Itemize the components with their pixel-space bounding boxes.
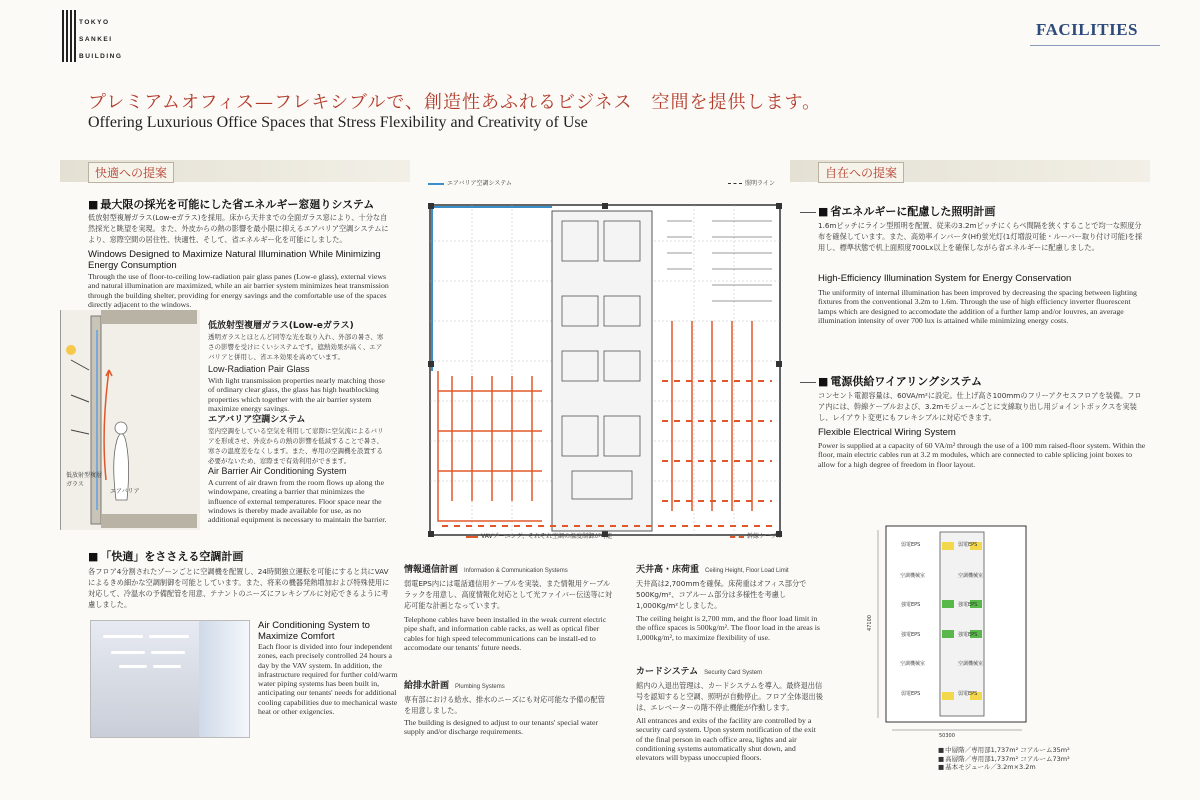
photo-light — [103, 635, 143, 638]
window-body-jp: 低放射型複層ガラス(Low-eガラス)を採用。床から天井までの全面ガラス窓により、十分な自然採光と眺望を実現。また、外皮からの熱の影響を最小限に抑えるエアバリア空調システムにより、窓際空間の居住性、快適性、そして、省エネルギー化を可能にしました。 — [88, 213, 389, 244]
photo-light — [119, 665, 147, 668]
logo-text — [79, 14, 122, 65]
plumbing-heading-en: Plumbing Systems — [455, 684, 505, 690]
logo-line-1: TOKYO — [79, 19, 110, 26]
comfort-body-en: Each floor is divided into four independent zones, each precisely controlled 24 hours a day by the VAV system. In addition, the infrastructure required for further cold/warm water piping systems has been built in, anticipating our tenants' needs for additional cooling capabilities due to mechanical waste heat or other exigencies. — [258, 642, 398, 717]
airbarrier-heading: エアバリア空調システム — [208, 415, 306, 425]
legend-airbarrier — [428, 178, 512, 187]
airbarrier-body-jp: 室内空調をしている空気を利用して窓際に空気流によるバリアを形成させ、外皮からの熱の影響を低減することで暑さ、寒さの温度差をなくします。また、専用の空調機を設置する必要がないため、窓際まで有効利用ができます。 — [208, 427, 384, 465]
wiring-heading: ■ 電源供給ワイアリングシステム — [818, 373, 982, 389]
callout-line — [800, 382, 816, 383]
legend-lighting — [728, 178, 775, 187]
mini-eps-strong-3: 強電EPS — [901, 632, 921, 638]
mini-eps-weak-3: 弱電EPS — [901, 691, 921, 697]
mini-ac-room-1: 空調機械室 — [900, 573, 926, 579]
lighting-body-jp: 1.6mピッチにライン型照明を配置、従来の3.2mピッチにくらべ間隔を狭くすることで均一な照度分布を確保しています。また、高効率インバータ(Hf)蛍光灯(1灯増設可能・ルーバー取り付け可能)を採用し、標準状態で机上面照度700Lx以上を確保しながら省エネルギーに配慮しました。 — [818, 221, 1143, 252]
comfort-body-jp: 各フロア4分割されたゾーンごとに空調機を配置し、24時間独立運転を可能にすると共にVAVによるきめ細かな空調制御を可能としています。また、将来の機器発熱増加および特殊使用に対応して、冷温水の予備配管を用意、テナントのニーズにフレキシブルに対応できるように考慮しました。 — [88, 567, 390, 609]
logo-line-2: SANKEI — [79, 36, 113, 43]
mini-eps-weak-2: 弱電EPS — [958, 542, 978, 548]
ceiling-body-en: The ceiling height is 2,700 mm, and the floor load limit in the office spaces is 500kg/m². The floor load in the areas is 1,000kg/m², to maximize flexibility of use. — [636, 614, 820, 642]
facade-label-glass: 低放射型複層ガラス — [66, 472, 103, 488]
glass-heading-en: Low-Radiation Pair Glass — [208, 364, 310, 374]
mini-note-module: ■ 基本モジュール／3.2m×3.2m — [938, 763, 1070, 772]
mini-floor-plan — [872, 520, 1032, 742]
glass-body-jp: 透明ガラスとほとんど同等な光を取り入れ、外部の暑さ、寒さの影響を受けにくいシステムです。遮熱効果が高く、エアバリアと併用し、省エネ効果を高めています。 — [208, 333, 384, 361]
plumbing-heading-jp: 給排水計画 — [404, 681, 450, 691]
mini-ac-room-4: 空調機械室 — [958, 661, 984, 667]
plumbing-body-en: The building is designed to adjust to our tenants' special water supply and/or discharge requirements. — [404, 718, 599, 737]
telecom-heading-jp: 情報通信計画 — [404, 565, 459, 575]
page-title-en: Offering Luxurious Office Spaces that Stress Flexibility and Creativity of Use — [88, 114, 588, 131]
window-heading: ■ 最大限の採光を可能にした省エネルギー窓廻りシステム — [88, 196, 374, 212]
telecom-heading — [404, 562, 568, 575]
card-heading — [636, 664, 762, 677]
facade-drawing — [61, 310, 201, 530]
wiring-heading-en: Flexible Electrical Wiring System — [818, 427, 956, 438]
mini-plan-notes — [938, 746, 1070, 772]
photo-window — [199, 621, 249, 738]
comfort-heading: ■ 「快適」をささえる空調計画 — [88, 548, 243, 564]
airbarrier-heading-en: Air Barrier Air Conditioning System — [208, 466, 347, 476]
mini-eps-weak-4: 弱電EPS — [958, 691, 978, 697]
mini-note-high: ■ 高層階／専用部1,737m² コアルーム73m² — [938, 755, 1070, 764]
mini-dim-height: 47100 — [866, 615, 873, 631]
comfort-heading-en: Air Conditioning System to Maximize Comfort — [258, 620, 370, 642]
wiring-body-en: Power is supplied at a capacity of 60 VA/m² through the use of a 100 mm raised-floor system. Within the floor, main electric cables run at 3.2 m modules, which are connected to cable splicing joint boxes to allow for a high degree of freedom in floor layout. — [818, 441, 1146, 469]
ceiling-heading-jp: 天井高・床荷重 — [636, 565, 700, 575]
legend-cable-text: 幹線ケーブル — [747, 533, 783, 540]
photo-light — [153, 665, 181, 668]
photo-light — [151, 651, 185, 654]
card-heading-jp: カードシステム — [636, 667, 699, 677]
wiring-body-jp: コンセント電源容量は、60VA/m²に設定。仕上げ高さ100mmのフリーアクセスフロアを装備。フロア内には、幹線ケーブルおよび、3.2mモジュールごとに支線取り出し用ジョイントボックスを実装し、レイアウト変更にもフレキシブルに対応できます。 — [818, 391, 1142, 422]
mini-dim-width: 50300 — [939, 733, 955, 739]
ceiling-heading — [636, 562, 789, 575]
logo-line-3: BUILDING — [79, 53, 123, 60]
section-label: FACILITIES — [1036, 20, 1138, 39]
photo-light — [111, 651, 145, 654]
lighting-heading-en: High-Efficiency Illumination System for Energy Conservation — [818, 273, 1072, 284]
card-body-en: All entrances and exits of the facility are controlled by a security card system. Upon system notification of the exit of the final person in each office area, lights and air conditioning systems automatically shut down, and elevators will bypass unoccupied floors. — [636, 716, 816, 763]
mini-ac-room-2: 空調機械室 — [958, 573, 984, 579]
tag-comfort: 快適への提案 — [88, 162, 174, 183]
mini-ac-room-3: 空調機械室 — [900, 661, 926, 667]
plumbing-heading — [404, 678, 505, 691]
legend-vav — [466, 531, 612, 540]
callout-line — [800, 212, 816, 213]
plumbing-body-jp: 専有部における給水、排水のニーズにも対応可能な予備の配管を用意しました。 — [404, 695, 605, 715]
facade-label-airbarrier: エアバリア — [110, 488, 140, 495]
card-heading-en: Security Card System — [704, 670, 763, 676]
logo — [62, 10, 130, 62]
page-title-jp: プレミアムオフィス—フレキシブルで、創造性あふれるビジネス 空間を提供します。 — [88, 92, 822, 113]
mini-eps-weak-1: 弱電EPS — [901, 542, 921, 548]
office-interior-photo — [90, 620, 250, 738]
mini-eps-strong-4: 強電EPS — [958, 632, 978, 638]
floor-plan — [412, 190, 797, 552]
ceiling-heading-en: Ceiling Height, Floor Load Limit — [705, 568, 789, 574]
telecom-heading-en: Information & Communication Systems — [464, 568, 568, 574]
window-heading-en: Windows Designed to Maximize Natural Illumination While Minimizing Energy Consumption — [88, 249, 381, 271]
mini-eps-strong-1: 強電EPS — [901, 602, 921, 608]
card-body-jp: 館内の入退出管理は、カードシステムを導入。最終退出信号を認知すると空調、照明が自動停止。フロア全体退出後は、エレベーターの階不停止機能が作動します。 — [636, 681, 823, 712]
legend-lighting-text: 照明ライン — [745, 180, 775, 187]
mini-note-mid: ■ 中層階／専用部1,737m² コアルーム35m² — [938, 746, 1070, 755]
header-rule — [1030, 45, 1160, 46]
window-body-en: Through the use of floor-to-ceiling low-radiation pair glass panes (Low-e glass), external views and natural illumination are maximized, while an air barrier system minimizes heat transmission through the building shelter, providing for energy savings and the comfortable use of the spaces directly adjacent to the windows. — [88, 272, 389, 309]
glass-heading: 低放射型複層ガラス(Low-eガラス) — [208, 321, 354, 331]
lighting-body-en: The uniformity of internal illumination has been improved by decreasing the spacing between lighting fixtures from the conventional 3.2m to 1.6m. Through the use of high efficiency inverter fluorescent lamps which are designed to accomodate the addition of a further lamp and/or louvres, an average illumination intensity of over 700 lux is attained while minimizing energy costs. — [818, 288, 1137, 325]
ceiling-body-jp: 天井高は2,700mmを確保。床荷重はオフィス部分で500Kg/m²、コアルーム部分は多様性を考慮し1,000Kg/m²としました。 — [636, 579, 807, 610]
lighting-heading: ■ 省エネルギーに配慮した照明計画 — [818, 203, 995, 219]
glass-body-en: With light transmission properties nearly matching those of ordinary clear glass, the glass has high heatblocking properties which together with the air barrier system maximize energy savings. — [208, 376, 385, 413]
photo-light — [149, 635, 189, 638]
legend-vav-text: VAVゾーニング、それぞれ空調の温度制御が可能 — [481, 533, 613, 540]
legend-cable — [730, 531, 782, 540]
telecom-body-jp: 弱電EPS内には電話通信用ケーブルを実装、また情報用ケーブルラックを用意し、高度情報化対応として光ファイバー伝送等に対応可能な計画となっています。 — [404, 579, 613, 610]
mini-eps-strong-2: 強電EPS — [958, 602, 978, 608]
logo-bars — [62, 10, 76, 62]
facade-illustration — [60, 310, 200, 530]
airbarrier-body-en: A current of air drawn from the room flows up along the windowpane, creating a barrier that minimizes the influence of external temperatures. Floor space near the windows is thereby made available for use, as no additional equipment is necessary to maintain the barrier. — [208, 478, 387, 525]
telecom-body-en: Telephone cables have been installed in the weak current electric pipe shaft, and information cable racks, as well as optical fiber cables for high speed telecommunications can be install-ed to accomodate our tenants' future needs. — [404, 615, 607, 652]
legend-airbarrier-text: エアバリア空調システム — [447, 180, 512, 187]
tag-freedom: 自在への提案 — [818, 162, 904, 183]
